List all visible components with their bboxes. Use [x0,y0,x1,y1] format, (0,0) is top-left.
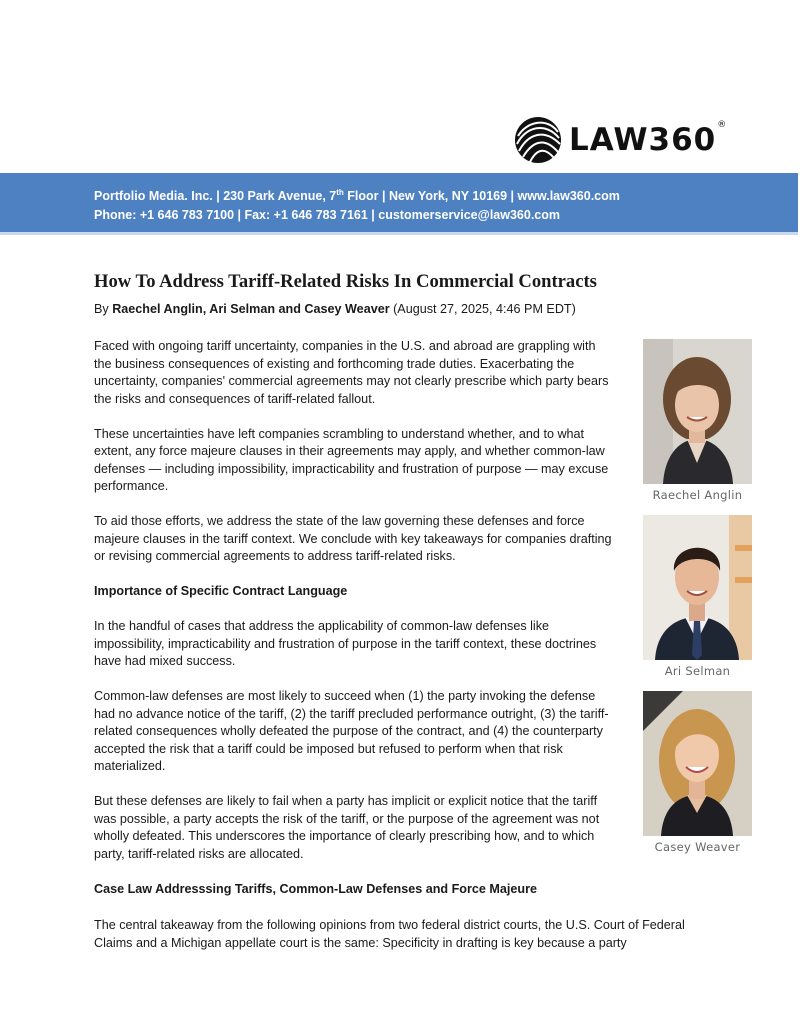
paragraph: Common-law defenses are most likely to succeed when (1) the party invoking the defense had no advance notice of the tariff, (2) the tariff precluded performance outright, (3) the tariff-related consequences wholly defeated the purpose of the contract, and (4) the counterparty accepted the risk that a tariff could be imposed but refused to perform when that risk materialized. [94,689,609,773]
author-photo-raechel-anglin [643,339,752,502]
author-portrait-image [643,691,752,836]
article-title: How To Address Tariff-Related Risks In Commercial Contracts [94,271,597,292]
paragraph: To aid those efforts, we address the state of the law governing these defenses and force majeure clauses in the tariff context. We conclude with key takeaways for companies drafting or revising commercial agreements to address tariff-related risks. [94,514,612,563]
banner-address-line: Portfolio Media. Inc. | 230 Park Avenue, 7th Floor | New York, NY 10169 | www.law360.com [94,188,620,204]
author-portrait-image [643,515,752,660]
author-photo-ari-selman [643,515,752,678]
paragraph: Faced with ongoing tariff uncertainty, companies in the U.S. and abroad are grappling with the business consequences of existing and forthcoming trade duties. Exacerbating the uncertainty, companies' commercial agreements may not clearly prescribe which party bears the risks and consequences of tariff-related fallout. [94,339,609,406]
paragraph: These uncertainties have left companies scrambling to understand whether, and to what extent, any force majeure clauses in their agreements may apply, and whether common-law defenses — including impossibility, impracticability and frustration of purpose — may excuse performance. [94,426,609,493]
paragraph: In the handful of cases that address the applicability of common-law defenses like impossibility, impracticability and frustration of purpose in the tariff context, these doctrines have had mixed success. [94,619,597,668]
author-portrait-image [643,339,752,484]
paragraph: The central takeaway from the following opinions from two federal district courts, the U.S. Court of Federal Claims and a Michigan appellate court is the same: Specificity in drafting is key because a party [94,918,685,950]
contact-banner [0,173,798,235]
article-body-continued [94,917,714,952]
section-heading: Importance of Specific Contract Language [94,584,348,598]
article-byline: By Raechel Anglin, Ari Selman and Casey Weaver (August 27, 2025, 4:46 PM EDT) [94,302,576,316]
law360-logo [514,116,727,164]
photo-caption: Casey Weaver [654,840,741,854]
article-body [94,338,614,916]
section-heading: Case Law Addresssing Tariffs, Common-Law Defenses and Force Majeure [94,881,537,896]
photo-caption: Raechel Anglin [652,488,743,502]
photo-caption: Ari Selman [664,664,731,678]
logo-wordmark: LAW360® [569,120,728,158]
paragraph: But these defenses are likely to fail when a party has implicit or explicit notice that the tariff was possible, a party accepts the risk of the tariff, or the purpose of the agreement was not wholly defeated. This underscores the importance of clearly prescribing how, and to which party, tariff-related risks are allocated. [94,794,600,861]
author-photo-casey-weaver [643,691,752,854]
law360-globe-icon [514,116,562,164]
article-date: (August 27, 2025, 4:46 PM EDT) [389,302,576,316]
banner-contact-line: Phone: +1 646 783 7100 | Fax: +1 646 783 7161 | customerservice@law360.com [94,208,561,223]
article-authors: Raechel Anglin, Ari Selman and Casey Weaver [112,302,390,316]
